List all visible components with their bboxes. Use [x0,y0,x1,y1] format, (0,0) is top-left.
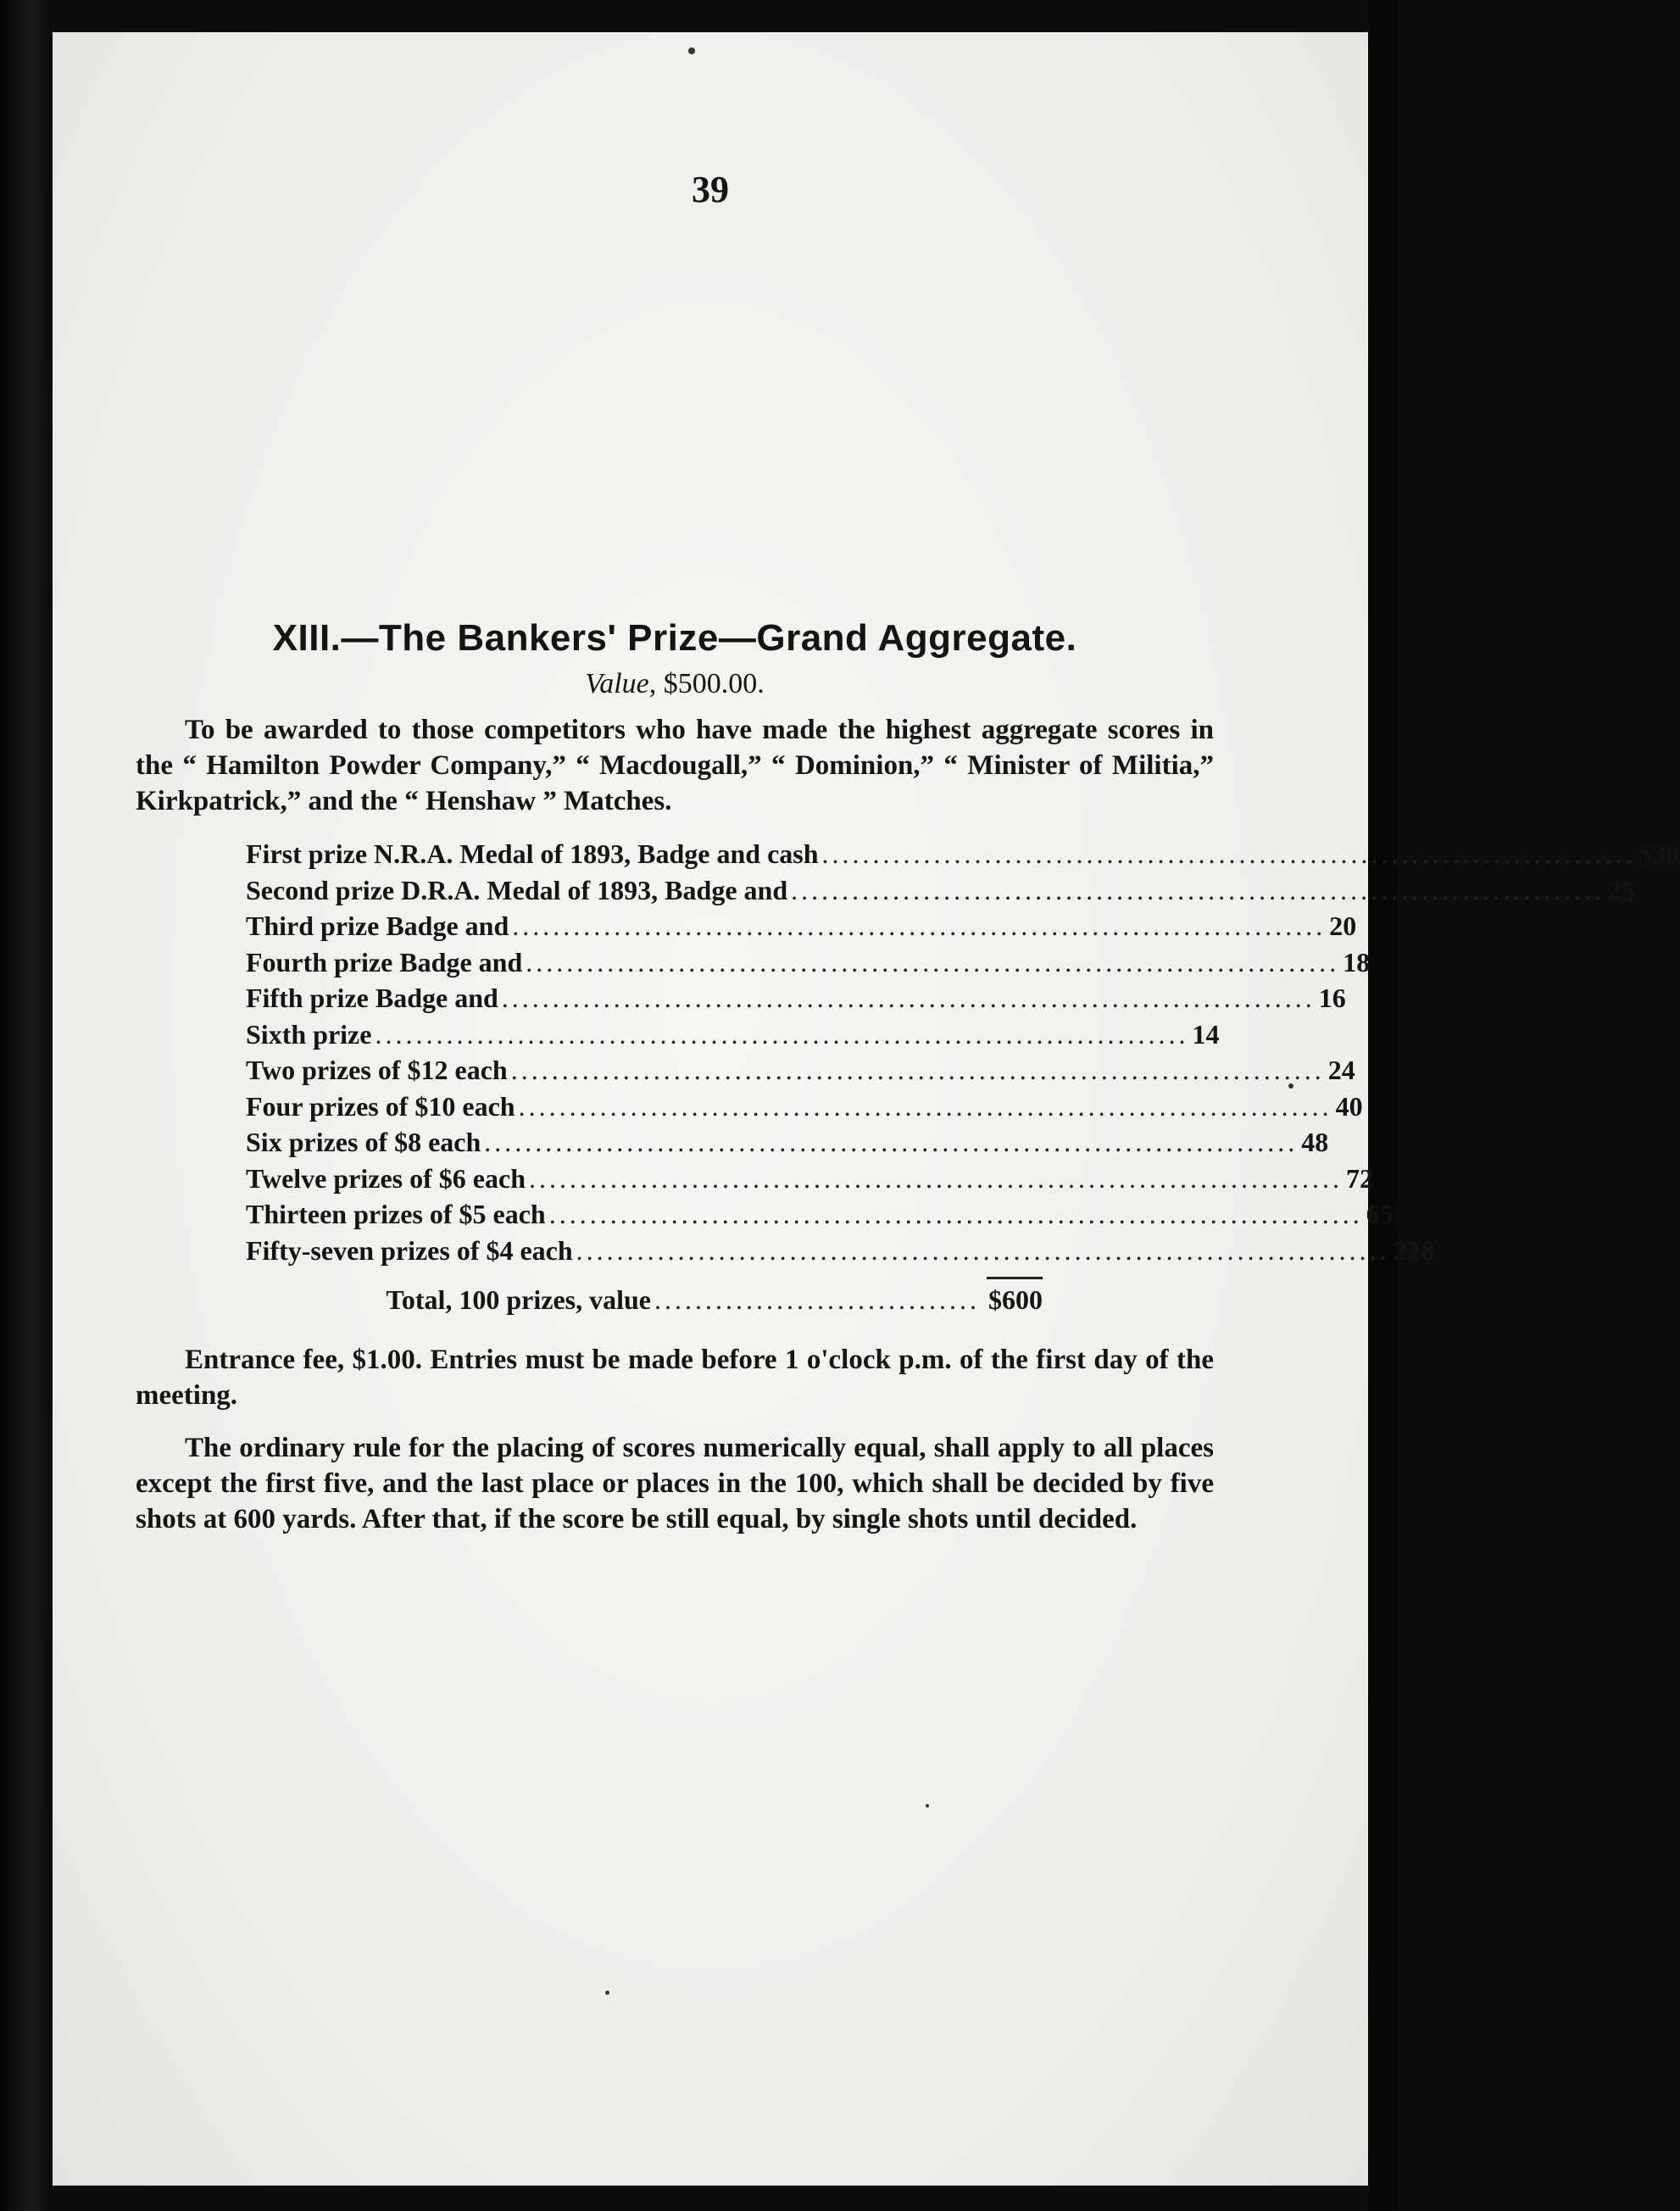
prize-row [246,908,1357,944]
prize-row [246,1016,1220,1053]
dot-leader: ................................................................................ [526,946,1340,977]
dot-leader: ................................................................................ [512,911,1327,941]
prize-row [246,1052,1355,1089]
prize-label: Second prize D.R.A. Medal of 1893, Badge and [246,874,788,905]
ordinary-rule-paragraph: The ordinary rule for the placing of scores numerically equal, shall apply to all places except the first five, and the last place or places in the 100, which shall be decided by five shots at 600 yards. After that, if the score be still equal, by single shots until decided. [136,1433,1214,1534]
value-line [136,668,1214,700]
dot-leader: ................................................................................ [528,1162,1343,1194]
prize-label: Four prizes of $10 each [246,1090,515,1122]
dot-leader: ................................................................................ [821,838,1636,869]
prize-row [246,944,1371,981]
prize-amount: 65 [1366,1199,1394,1229]
prize-amount: 40 [1335,1090,1363,1122]
dot-leader: ................................................................................ [501,983,1316,1013]
prize-amount: $30 [1638,838,1680,869]
prize-list [246,836,1680,1320]
prize-row [246,1124,1329,1161]
dot-leader: ................................................................................ [548,1199,1363,1229]
prize-amount: 20 [1329,911,1357,941]
prize-amount: 18 [1343,946,1371,977]
dot-leader: ................................................................................ [518,1090,1332,1122]
scan-left-edge [0,0,53,2211]
prize-label: Third prize Badge and [246,911,509,941]
total-label: Total, 100 prizes, value [386,1284,651,1315]
page-number: 39 [692,169,729,210]
entrance-paragraph: Entrance fee, $1.00. Entries must be made before 1 o'clock p.m. of the first day of the meeting. [136,1345,1214,1411]
prize-row [246,836,1680,872]
dot-leader: ................................................................................ [375,1018,1189,1050]
prize-label: Thirteen prizes of $5 each [246,1199,546,1229]
prize-row [246,872,1636,909]
prize-row [246,1089,1363,1125]
intro-paragraph: To be awarded to those competitors who have made the highest aggregate scores in the “ Hamilton Powder Company,” “ Macdougall,” “ Dominion,” “ Minister of Militia,” Kirkpatrick,” and the “ Henshaw ” Matches. [136,715,1214,816]
value-label: Value, [585,668,657,699]
prize-label: Fifty-seven prizes of $4 each [246,1234,573,1266]
document-page [53,32,1680,2186]
dot-leader: ................................................................................ [484,1127,1299,1157]
prize-label: Fifth prize Badge and [246,983,498,1013]
prize-amount: 228 [1393,1234,1434,1266]
total-row [246,1279,1043,1320]
prize-row [246,1233,1434,1269]
dot-leader: ................................................................................ [510,1055,1325,1085]
prize-amount: 16 [1318,983,1346,1013]
prize-row [246,980,1346,1016]
prize-amount: 72 [1345,1162,1373,1194]
total-amount: $600 [988,1284,1043,1315]
prize-label: Six prizes of $8 each [246,1127,481,1157]
scan-right-edge [1368,0,1397,2211]
dot-leader: ................................ [654,1284,980,1315]
prize-amount: 24 [1327,1055,1355,1085]
scan-speck [926,1804,929,1807]
prize-amount: 25 [1608,874,1636,905]
prize-label: Two prizes of $12 each [246,1055,508,1085]
prize-label: Sixth prize [246,1018,372,1050]
document-body [136,617,1680,1537]
scan-speck [688,47,695,54]
prize-label: First prize N.R.A. Medal of 1893, Badge and cash [246,838,819,869]
section-title: XIII.—The Bankers' Prize—Grand Aggregate. [272,617,1077,659]
prize-amount: 48 [1301,1127,1329,1157]
prize-row [246,1161,1373,1197]
prize-label: Fourth prize Badge and [246,946,523,977]
dot-leader: ................................................................................ [791,874,1605,905]
prize-amount: 14 [1192,1018,1220,1050]
value-amount: $500.00. [663,668,765,699]
prize-label: Twelve prizes of $6 each [246,1162,526,1194]
prize-row [246,1196,1394,1233]
scan-speck [605,1991,609,1995]
dot-leader: ................................................................................ [576,1234,1390,1266]
